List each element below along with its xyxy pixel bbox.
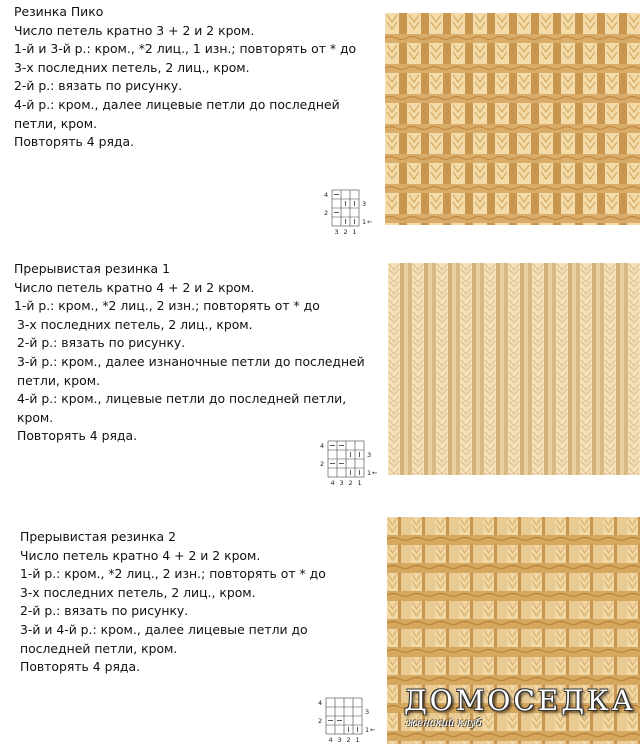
chart-column-label: 2: [343, 228, 348, 236]
chart-column-label: 4: [330, 479, 335, 487]
pattern-1-line: 3-х последних петель, 2 лиц., кром.: [14, 59, 250, 75]
logo-subtitle: женский клуб: [406, 718, 482, 729]
chart-row-label: 3: [365, 708, 370, 716]
pattern-1-line: петли, кром.: [14, 115, 98, 131]
chart-row-label: 2: [324, 209, 329, 217]
chart-column-label: 3: [339, 479, 344, 487]
pattern-3-line: последней петли, кром.: [20, 640, 178, 656]
pattern-1-knit-photo: [385, 13, 640, 225]
chart-column-label: 4: [328, 736, 333, 744]
chart-row-label: 4: [324, 191, 329, 199]
chart-column-label: 2: [346, 736, 351, 744]
pattern-3-line: 3-х последних петель, 2 лиц., кром.: [20, 584, 256, 600]
row-arrow-icon: ←: [367, 218, 373, 226]
pattern-1-text: [14, 3, 356, 152]
pattern-1-chart: [322, 186, 378, 240]
pattern-2-line: 1-й р.: кром., *2 лиц., 2 изн.; повторять от * до: [14, 298, 320, 314]
pattern-3-title: Прерывистая резинка 2: [20, 529, 176, 544]
pattern-1-line: 2-й р.: вязать по рисунку.: [14, 78, 183, 94]
pattern-2-line: 3-х последних петель, 2 лиц., кром.: [17, 316, 253, 332]
pattern-3-chart: [316, 694, 380, 748]
pattern-2-line: кром.: [17, 409, 54, 425]
pattern-3-line: 2-й р.: вязать по рисунку.: [20, 603, 189, 619]
chart-row-label: 2: [320, 460, 325, 468]
chart-row-label: 3: [362, 200, 367, 208]
row-arrow-icon: ←: [370, 726, 376, 734]
chart-row-label: 4: [318, 699, 323, 707]
chart-row-label: 1: [365, 726, 370, 734]
chart-column-label: 3: [334, 228, 339, 236]
chart-column-label: 3: [337, 736, 342, 744]
pattern-3-line: 3-й и 4-й р.: кром., далее лицевые петли до: [20, 621, 308, 637]
pattern-1-line: Число петель кратно 3 + 2 и 2 кром.: [14, 22, 255, 38]
pattern-1-title: Резинка Пико: [14, 4, 104, 19]
chart-row-label: 2: [318, 717, 323, 725]
pattern-3-line: Повторять 4 ряда.: [20, 659, 141, 675]
pattern-2-chart: [318, 437, 382, 491]
row-arrow-icon: ←: [372, 469, 378, 477]
pattern-2-title: Прерывистая резинка 1: [14, 261, 170, 276]
chart-column-label: 2: [348, 479, 353, 487]
pattern-3-line: Число петель кратно 4 + 2 и 2 кром.: [20, 547, 261, 563]
pattern-2-text: [14, 260, 365, 446]
pattern-2-line: Повторять 4 ряда.: [17, 428, 138, 444]
pattern-2-knit-photo: [388, 263, 640, 475]
pattern-2-line: Число петель кратно 4 + 2 и 2 кром.: [14, 279, 255, 295]
chart-row-label: 3: [367, 451, 372, 459]
pattern-2-line: 2-й р.: вязать по рисунку.: [17, 335, 186, 351]
chart-row-label: 4: [320, 442, 325, 450]
pattern-2-line: 3-й р.: кром., далее изнаночные петли до последней: [17, 353, 365, 369]
pattern-1-line: 1-й и 3-й р.: кром., *2 лиц., 1 изн.; повторять от * до: [14, 41, 357, 57]
pattern-2-line: 4-й р.: кром., лицевые петли до последней петли,: [17, 391, 347, 407]
chart-column-label: 1: [357, 479, 362, 487]
pattern-1-line: Повторять 4 ряда.: [14, 134, 135, 150]
chart-row-label: 1: [367, 469, 372, 477]
domoseдка-logo: [398, 684, 636, 740]
chart-column-label: 1: [355, 736, 360, 744]
pattern-3-text: [20, 528, 326, 677]
pattern-3-line: 1-й р.: кром., *2 лиц., 2 изн.; повторять от * до: [20, 566, 326, 582]
logo-title: ДОМОСЕДКА: [404, 684, 636, 717]
pattern-1-line: 4-й р.: кром., далее лицевые петли до последней: [14, 96, 340, 112]
chart-column-label: 1: [352, 228, 357, 236]
chart-row-label: 1: [362, 218, 367, 226]
pattern-2-line: петли, кром.: [17, 372, 101, 388]
